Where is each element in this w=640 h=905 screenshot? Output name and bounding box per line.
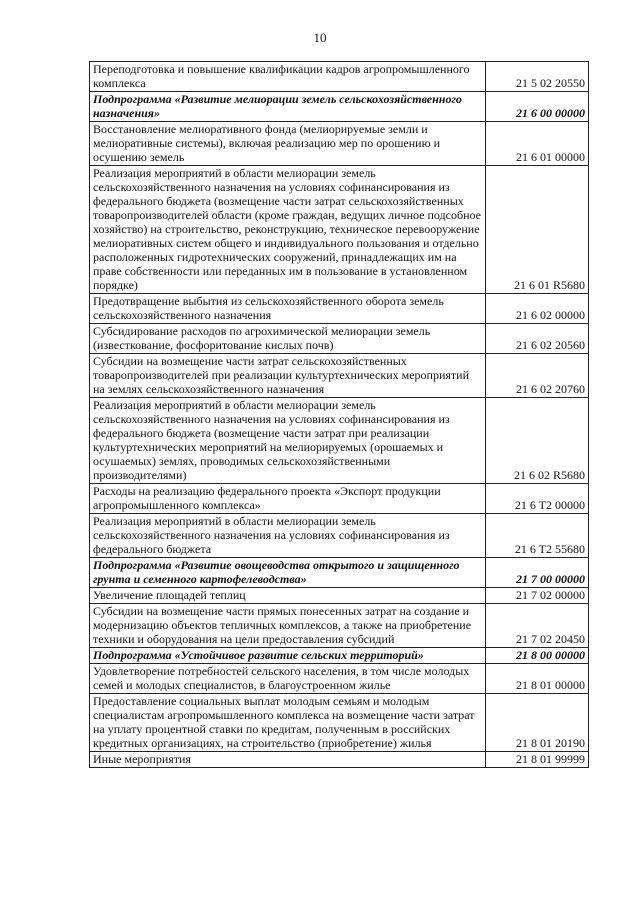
subprogram-row	[90, 648, 589, 664]
classification-code-cell: 21 6 01 R5680	[485, 166, 588, 294]
classification-code-cell: 21 7 00 00000	[485, 558, 588, 588]
table-row	[90, 752, 589, 768]
classification-code-cell: 21 6 02 R5680	[485, 398, 588, 484]
expense-name-cell: Подпрограмма «Развитие мелиорации земель сельскохозяйственного назначения»	[90, 92, 486, 122]
expense-name-cell: Реализация мероприятий в области мелиорации земель сельскохозяйственного назначения на условиях софинансирования из федерального бюджета (возмещение части затрат сельскохозяйственных товаропроизводителей области (кроме граждан, ведущих личное подсобное хозяйство) на строительство, реконструкцию, техническое перевооружение мелиоративных систем общего и индивидуального пользования и отдельно расположенных гидротехнических сооружений, принадлежащих им на праве собственности или переданных им в пользование в установленном порядке)	[90, 166, 486, 294]
table-row	[90, 484, 589, 514]
expense-name-cell: Субсидии на возмещение части затрат сельскохозяйственных товаропроизводителей при реализации культуртехнических мероприятий на землях сельскохозяйственного назначения	[90, 354, 486, 398]
expense-name-cell: Подпрограмма «Развитие овощеводства открытого и защищенного грунта и семенного картофелеводства»	[90, 558, 486, 588]
table-row	[90, 122, 589, 166]
classification-code-cell: 21 5 02 20550	[485, 62, 588, 92]
classification-code-cell: 21 8 00 00000	[485, 648, 588, 664]
table-row	[90, 294, 589, 324]
table-row	[90, 62, 589, 92]
classification-code-cell: 21 6 02 20560	[485, 324, 588, 354]
expense-name-cell: Реализация мероприятий в области мелиорации земель сельскохозяйственного назначения на условиях софинансирования из федерального бюджета	[90, 514, 486, 558]
expense-name-cell: Переподготовка и повышение квалификации кадров агропромышленного комплекса	[90, 62, 486, 92]
table-row	[90, 354, 589, 398]
classification-code-cell: 21 6 T2 00000	[485, 484, 588, 514]
classification-code-cell: 21 6 02 00000	[485, 294, 588, 324]
table-row	[90, 514, 589, 558]
expense-name-cell: Расходы на реализацию федерального проекта «Экспорт продукции агропромышленного комплекса»	[90, 484, 486, 514]
expense-name-cell: Иные мероприятия	[90, 752, 486, 768]
classification-code-cell: 21 6 00 00000	[485, 92, 588, 122]
table-row	[90, 664, 589, 694]
expense-name-cell: Удовлетворение потребностей сельского населения, в том числе молодых семей и молодых специалистов, в благоустроенном жилье	[90, 664, 486, 694]
classification-code-cell: 21 6 02 20760	[485, 354, 588, 398]
classification-code-cell: 21 6 01 00000	[485, 122, 588, 166]
classification-code-cell: 21 7 02 20450	[485, 604, 588, 648]
table-row	[90, 166, 589, 294]
table-row	[90, 398, 589, 484]
classification-code-cell: 21 6 T2 55680	[485, 514, 588, 558]
subprogram-row	[90, 92, 589, 122]
expense-name-cell: Восстановление мелиоративного фонда (мелиорируемые земли и мелиоративные системы), включая реализацию мер по орошению и осушению земель	[90, 122, 486, 166]
table-row	[90, 588, 589, 604]
subprogram-row	[90, 558, 589, 588]
classification-code-cell: 21 8 01 20190	[485, 694, 588, 752]
expense-name-cell: Субсидии на возмещение части прямых понесенных затрат на создание и модернизацию объектов тепличных комплексов, а также на приобретение техники и оборудования на цели предоставления субсидий	[90, 604, 486, 648]
expense-name-cell: Подпрограмма «Устойчивое развитие сельских территорий»	[90, 648, 486, 664]
expense-name-cell: Увеличение площадей теплиц	[90, 588, 486, 604]
expense-name-cell: Предоставление социальных выплат молодым семьям и молодым специалистам агропромышленного комплекса на возмещение части затрат на уплату процентной ставки по кредитам, полученным в российских кредитных организациях, на строительство (приобретение) жилья	[90, 694, 486, 752]
classification-code-cell: 21 8 01 99999	[485, 752, 588, 768]
page-number: 10	[313, 30, 327, 45]
table-row	[90, 324, 589, 354]
table-body	[90, 62, 589, 768]
table-row	[90, 604, 589, 648]
expense-name-cell: Субсидирование расходов по агрохимической мелиорации земель (известкование, фосфоритование кислых почв)	[90, 324, 486, 354]
expense-name-cell: Предотвращение выбытия из сельскохозяйственного оборота земель сельскохозяйственного назначения	[90, 294, 486, 324]
table-row	[90, 694, 589, 752]
classification-code-cell: 21 8 01 00000	[485, 664, 588, 694]
expense-name-cell: Реализация мероприятий в области мелиорации земель сельскохозяйственного назначения на условиях софинансирования из федерального бюджета (возмещение части затрат при реализации культуртехнических мероприятий на мелиорируемых (орошаемых и осушаемых) землях, проводимых сельскохозяйственными производителями)	[90, 398, 486, 484]
budget-classification-table	[89, 61, 589, 768]
classification-code-cell: 21 7 02 00000	[485, 588, 588, 604]
